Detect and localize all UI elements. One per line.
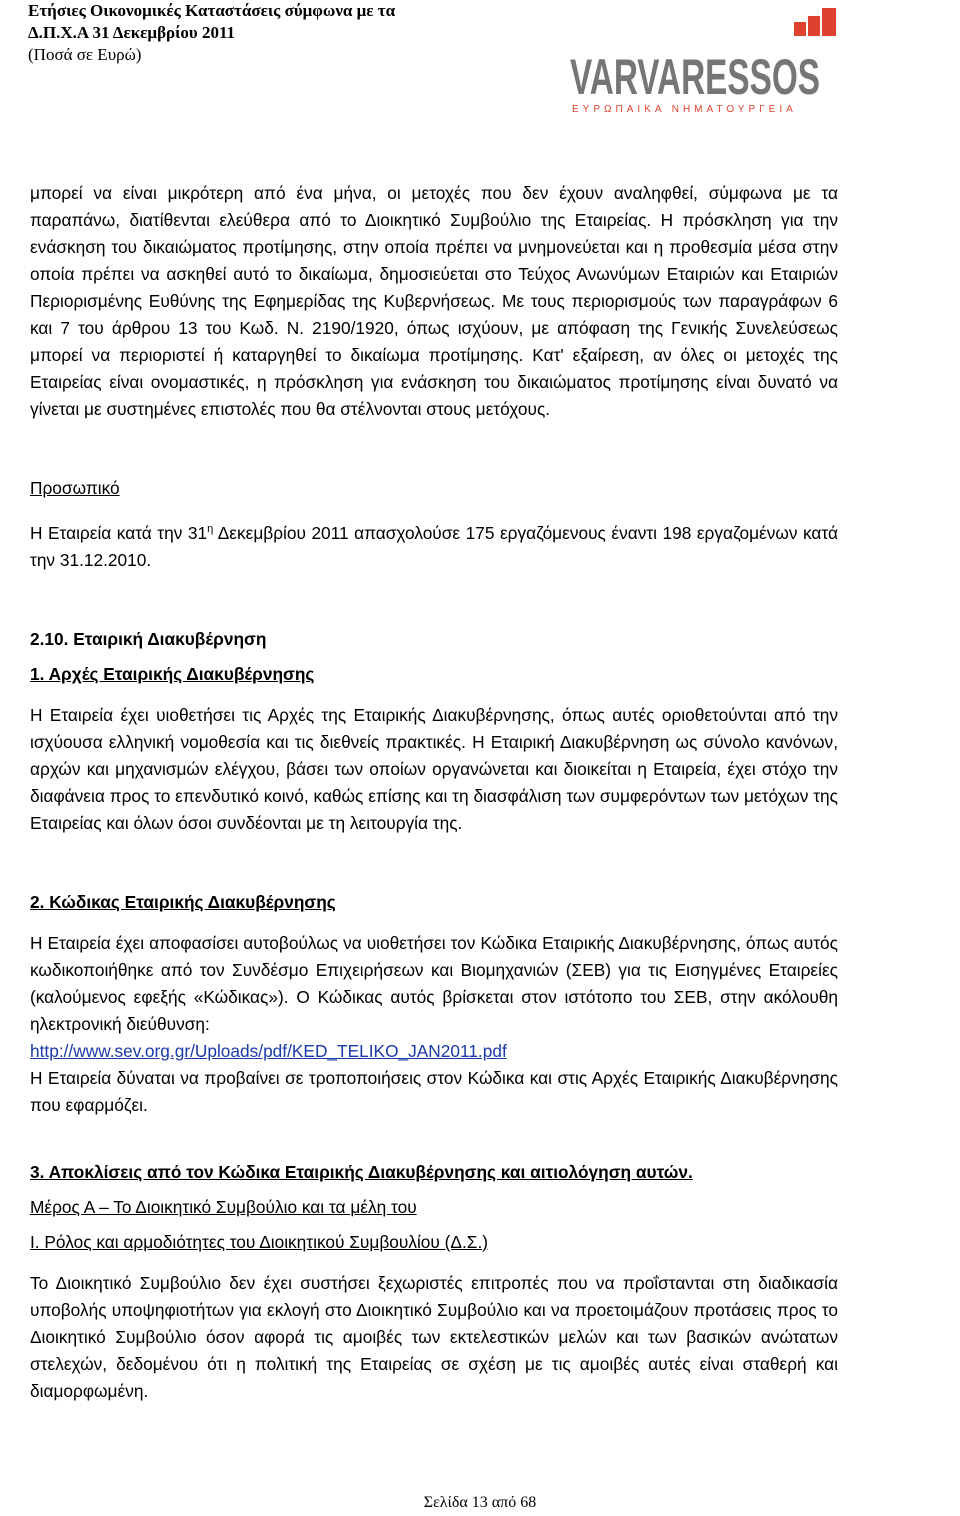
part-a-heading: Μέρος Α – Το Διοικητικό Συμβούλιο και τα μέλη του	[30, 1196, 417, 1217]
logo-wordmark: VARVARESSOS	[570, 49, 820, 105]
header-title-line2: Δ.Π.Χ.Α 31 Δεκεμβρίου 2011	[28, 23, 236, 42]
company-logo	[568, 8, 838, 118]
personnel-text-end: Δεκεμβρίου 2011 απασχολούσε 175 εργαζόμενους έναντι 198 εργαζομένων κατά την 31.12.2010.	[30, 522, 838, 570]
personnel-superscript: η	[207, 523, 214, 535]
personnel-paragraph	[30, 516, 838, 574]
role-i-heading: Ι. Ρόλος και αρμοδιότητες του Διοικητικού Συμβουλίου (Δ.Σ.)	[30, 1231, 489, 1252]
subsection-2-heading: 2. Κώδικας Εταιρικής Διακυβέρνησης	[30, 891, 336, 912]
sev-code-link[interactable]: http://www.sev.org.gr/Uploads/pdf/KED_TELIKO_JAN2011.pdf	[30, 1040, 507, 1061]
personnel-heading: Προσωπικό	[30, 478, 120, 498]
intro-paragraph: μπορεί να είναι μικρότερη από ένα μήνα, οι μετοχές που δεν έχουν αναληφθεί, σύμφωνα με τα παραπάνω, διατίθενται ελεύθερα από το Διοικητικό Συμβούλιο της Εταιρείας. Η πρόσκληση για την ενάσκηση του δικαιώματος προτίμησης, στην οποία πρέπει να μνημονεύεται και η προθεσμία μέσα στην οποία πρέπει να ασκηθεί αυτό το δικαίωμα, δημοσιεύεται στο Τεύχος Ανωνύμων Εταιριών και Εταιριών Περιορισμένης Ευθύνης της Εφημερίδας της Κυβερνήσεως. Με τους περιορισμούς των παραγράφων 6 και 7 του άρθρου 13 του Κωδ. Ν. 2190/1920, όπως ισχύουν, με απόφαση της Γενικής Συνελεύσεως μπορεί να περιοριστεί ή καταργηθεί το δικαίωμα προτίμησης. Κατ' εξαίρεση, αν όλες οι μετοχές της Εταιρείας είναι ονομαστικές, η πρόσκληση για ενάσκηση του δικαιώματος προτίμησης είναι δυνατό να γίνεται με συστημένες επιστολές που θα στέλνονται στους μετόχους.	[30, 183, 838, 419]
header-title-line1: Ετήσιες Οικονομικές Καταστάσεις σύμφωνα με τα	[28, 1, 396, 20]
document-header	[28, 0, 395, 66]
header-subtitle: (Ποσά σε Ευρώ)	[28, 45, 142, 64]
page-footer: Σελίδα 13 από 68	[423, 1494, 537, 1511]
subsection-1-heading: 1. Αρχές Εταιρικής Διακυβέρνησης	[30, 663, 315, 684]
role-i-paragraph: Το Διοικητικό Συμβούλιο δεν έχει συστήσει ξεχωριστές επιτροπές που να προΐστανται στη διαδικασία υποβολής υποψηφιοτήτων για εκλογή στο Διοικητικό Συμβούλιο και να προετοιμάζουν προτάσεις προς το Διοικητικό Συμβούλιο όσον αφορά τις αμοιβές των εκτελεστικών μελών και των βασικών ανώτατων στελεχών, δεδομένου ότι η πολιτική της Εταιρείας σε σχέση με τις αμοιβές αυτές είναι σταθερή και διαμορφωμένη.	[30, 1272, 838, 1401]
subsection-1-paragraph: Η Εταιρεία έχει υιοθετήσει τις Αρχές της Εταιρικής Διακυβέρνησης, όπως αυτές οριοθετούνται από την ισχύουσα ελληνική νομοθεσία και τις διεθνείς πρακτικές. Η Εταιρική Διακυβέρνηση ως σύνολο κανόνων, αρχών και μηχανισμών ελέγχου, βάσει των οποίων οργανώνεται και διοικείται η Εταιρεία, έχει στόχο την διαφάνεια προς το επενδυτικό κοινό, καθώς επίσης και τη διασφάλιση των συμφερόντων των μετόχων της Εταιρείας και όλων όσοι συνδέονται με τη λειτουργία της.	[30, 704, 838, 833]
personnel-text-start: Η Εταιρεία κατά την 31	[30, 522, 208, 543]
section-heading: 2.10. Εταιρική Διακυβέρνηση	[30, 628, 267, 649]
logo-mark-icon	[794, 8, 836, 36]
subsection-2-paragraph-2: Η Εταιρεία δύναται να προβαίνει σε τροποποιήσεις στον Κώδικα και στις Αρχές Εταιρικής Διακυβέρνησης που εφαρμόζει.	[30, 1067, 838, 1115]
subsection-2-paragraph: Η Εταιρεία έχει αποφασίσει αυτοβούλως να υιοθετήσει τον Κώδικα Εταιρικής Διακυβέρνησης, όπως αυτός κωδικοποιήθηκε από τον Συνδέσμο Επιχειρήσεων και Βιομηχανιών (ΣΕΒ) για τις Εισηγμένες Εταιρείες (καλούμενος εφεξής «Κώδικας»). Ο Κώδικας αυτός βρίσκεται στον ιστότοπο του ΣΕΒ, στην ακόλουθη ηλεκτρονική διεύθυνση:	[30, 932, 838, 1034]
logo-tagline: ΕΥΡΩΠΑΙΚΑ ΝΗΜΑΤΟΥΡΓΕΙΑ	[572, 104, 797, 115]
subsection-3-heading: 3. Αποκλίσεις από τον Κώδικα Εταιρικής Διακυβέρνησης και αιτιολόγηση αυτών.	[30, 1161, 693, 1182]
document-body	[30, 180, 838, 1405]
